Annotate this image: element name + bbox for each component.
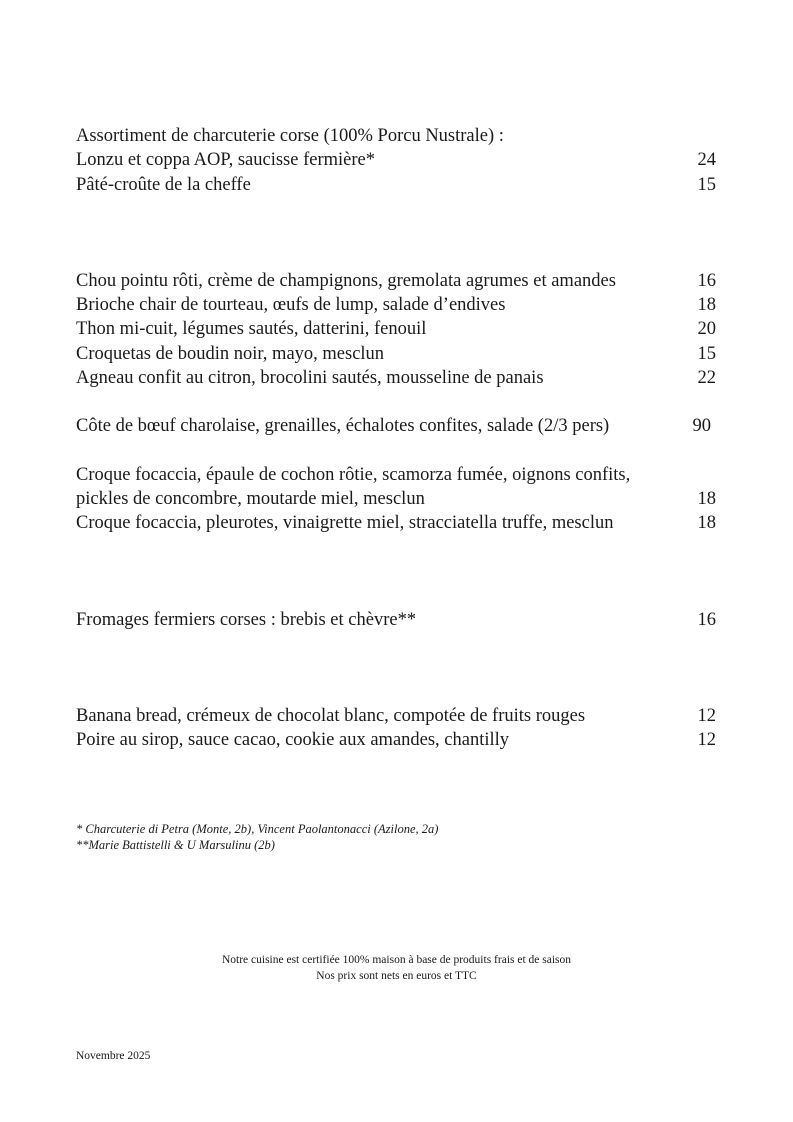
menu-item-price: 15 bbox=[697, 174, 716, 195]
notice-homemade: Notre cuisine est certifiée 100% maison à base de produits frais et de saison bbox=[221, 954, 572, 966]
menu-item-name: Croquetas de boudin noir, mayo, mesclun bbox=[76, 343, 385, 364]
menu-item-name: Banana bread, crémeux de chocolat blanc, compotée de fruits rouges bbox=[76, 705, 586, 726]
menu-item-price: 12 bbox=[697, 705, 716, 726]
charcuterie-heading: Assortiment de charcuterie corse (100% Porcu Nustrale) : bbox=[76, 126, 504, 146]
menu-item-name: Chou pointu rôti, crème de champignons, gremolata agrumes et amandes bbox=[76, 270, 616, 291]
menu-item bbox=[76, 269, 716, 293]
menu-item-name: Brioche chair de tourteau, œufs de lump, salade d’endives bbox=[76, 295, 506, 316]
menu-item-name: Croque focaccia, pleurotes, vinaigrette miel, stracciatella truffe, mesclun bbox=[76, 513, 614, 534]
menu-item bbox=[76, 342, 716, 366]
menu-item-price: 90 bbox=[692, 416, 711, 437]
menu-item-name: Côte de bœuf charolaise, grenailles, échalotes confites, salade (2/3 pers) bbox=[76, 416, 610, 437]
footnotes bbox=[76, 821, 438, 853]
menu-item bbox=[76, 293, 716, 317]
menu-list bbox=[76, 124, 716, 752]
menu-item-name: Pâté-croûte de la cheffe bbox=[76, 174, 251, 195]
notice-prices: Nos prix sont nets en euros et TTC bbox=[316, 970, 477, 982]
menu-item-price: 24 bbox=[697, 150, 716, 171]
section-spacer bbox=[76, 536, 716, 608]
menu-item bbox=[76, 511, 716, 535]
menu-item-name: pickles de concombre, moutarde miel, mesclun bbox=[76, 488, 425, 509]
menu-item bbox=[76, 463, 716, 487]
menu-item-price: 12 bbox=[697, 730, 716, 751]
menu-item-price: 22 bbox=[697, 368, 716, 389]
house-notice bbox=[0, 952, 793, 984]
menu-item-continued bbox=[76, 487, 716, 511]
menu-item-name: Thon mi-cuit, légumes sautés, datterini, fenouil bbox=[76, 319, 427, 340]
menu-item-price: 18 bbox=[697, 488, 716, 509]
section-spacer bbox=[76, 390, 716, 414]
menu-item-name: Poire au sirop, sauce cacao, cookie aux amandes, chantilly bbox=[76, 730, 510, 751]
menu-item bbox=[76, 317, 716, 341]
menu-item-price: 20 bbox=[697, 319, 716, 340]
menu-item-price: 15 bbox=[697, 343, 716, 364]
menu-item bbox=[76, 728, 716, 752]
menu-item-name: Croque focaccia, épaule de cochon rôtie, scamorza fumée, oignons confits, bbox=[76, 464, 631, 485]
menu-item bbox=[76, 704, 716, 728]
section-spacer bbox=[76, 439, 716, 463]
menu-item bbox=[76, 608, 716, 632]
menu-item bbox=[76, 148, 716, 172]
menu-item-name: Lonzu et coppa AOP, saucisse fermière* bbox=[76, 150, 375, 171]
footnote-fromages: **Marie Battistelli & U Marsulinu (2b) bbox=[76, 838, 275, 852]
menu-item-price: 18 bbox=[697, 513, 716, 534]
menu-item-price: 16 bbox=[697, 609, 716, 630]
menu-item-price: 16 bbox=[697, 270, 716, 291]
menu-item-name: Fromages fermiers corses : brebis et chèvre** bbox=[76, 609, 417, 630]
footnote-charcuterie: * Charcuterie di Petra (Monte, 2b), Vincent Paolantonacci (Azilone, 2a) bbox=[76, 822, 439, 836]
menu-item bbox=[76, 173, 716, 197]
menu-item bbox=[76, 414, 716, 438]
section-spacer bbox=[76, 632, 716, 704]
section-spacer bbox=[76, 197, 716, 269]
menu-date: Novembre 2025 bbox=[76, 1050, 151, 1062]
menu-item-name: Agneau confit au citron, brocolini sautés, mousseline de panais bbox=[76, 368, 544, 389]
charcuterie-heading-line bbox=[76, 124, 716, 148]
menu-item bbox=[76, 366, 716, 390]
menu-item-price: 18 bbox=[697, 295, 716, 316]
